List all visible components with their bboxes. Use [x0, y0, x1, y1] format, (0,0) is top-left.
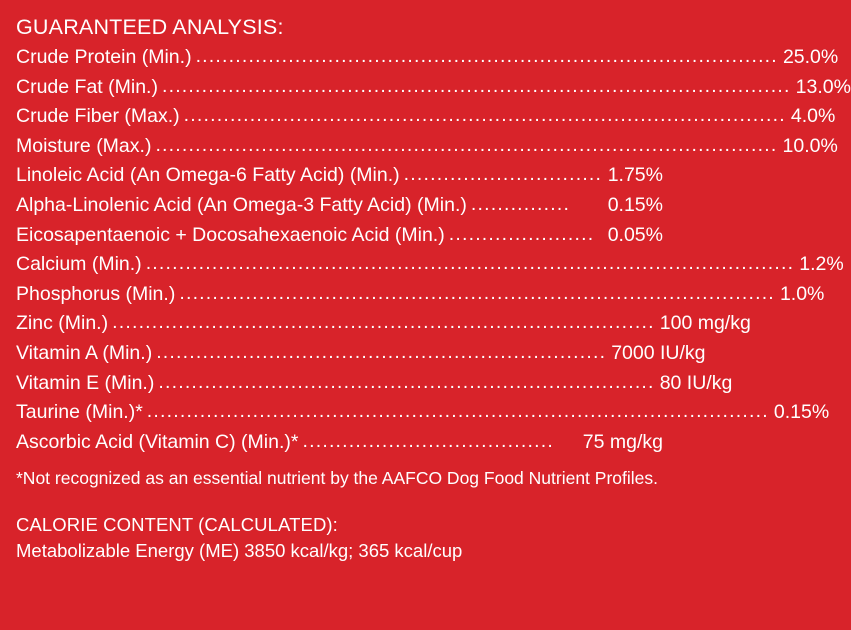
nutrient-name: Eicosapentaenoic + Docosahexaenoic Acid (Min.)	[16, 223, 445, 246]
nutrient-name: Linoleic Acid (An Omega-6 Fatty Acid) (Min.)	[16, 164, 400, 187]
leader-dots: ...............	[470, 192, 571, 215]
leader-dots: ...........................................................................	[158, 370, 655, 393]
calorie-content-text: Metabolizable Energy (ME) 3850 kcal/kg; 365 kcal/cup	[16, 540, 463, 562]
nutrient-list	[16, 43, 851, 457]
nutrient-row	[16, 250, 844, 280]
nutrient-name: Moisture (Max.)	[16, 134, 152, 157]
nutrient-row	[16, 339, 706, 369]
nutrient-row	[16, 369, 733, 399]
nutrient-name: Alpha-Linolenic Acid (An Omega-3 Fatty Acid) (Min.)	[16, 193, 467, 216]
leader-dots: ....................................................................	[156, 340, 607, 363]
leader-dots: ..........................................................................................	[179, 281, 775, 304]
nutrient-value: 100 mg/kg	[659, 312, 751, 335]
nutrient-row	[16, 191, 663, 221]
nutrient-row	[16, 309, 751, 339]
nutrient-row	[16, 221, 663, 251]
nutrient-row	[16, 132, 838, 162]
nutrient-row	[16, 428, 663, 458]
nutrient-value: 80 IU/kg	[659, 371, 733, 394]
nutrient-name: Crude Fiber (Max.)	[16, 105, 180, 128]
nutrient-name: Crude Fat (Min.)	[16, 75, 158, 98]
nutrient-row	[16, 161, 663, 191]
leader-dots: ...........................................................................................	[183, 104, 786, 127]
nutrient-row	[16, 280, 825, 310]
nutrient-value: 4.0%	[790, 105, 836, 128]
nutrient-value: 13.0%	[795, 75, 851, 98]
nutrient-name: Vitamin A (Min.)	[16, 341, 153, 364]
nutrient-value: 0.15%	[773, 401, 830, 424]
leader-dots: ..............................................................................................	[146, 400, 769, 423]
nutrient-name: Phosphorus (Min.)	[16, 282, 176, 305]
nutrient-value: 75 mg/kg	[582, 430, 663, 453]
nutrient-name: Zinc (Min.)	[16, 312, 109, 335]
nutrient-row	[16, 102, 836, 132]
calorie-content-heading: CALORIE CONTENT (CALCULATED):	[16, 514, 338, 536]
nutrient-name: Vitamin E (Min.)	[16, 371, 155, 394]
leader-dots: ...............................................................................................	[161, 74, 791, 97]
nutrient-name: Taurine (Min.)*	[16, 401, 143, 424]
leader-dots: ........................................................................................	[195, 45, 778, 67]
guaranteed-analysis-heading: GUARANTEED ANALYSIS:	[16, 15, 284, 39]
nutrient-value: 1.0%	[779, 282, 825, 305]
nutrient-name: Ascorbic Acid (Vitamin C) (Min.)*	[16, 430, 299, 453]
nutrient-value: 1.75%	[607, 164, 663, 187]
leader-dots: ..............................	[403, 163, 603, 186]
nutrient-row	[16, 398, 830, 428]
nutrient-value: 10.0%	[782, 134, 838, 157]
nutrient-value: 0.15%	[607, 193, 663, 216]
nutrient-value: 7000 IU/kg	[611, 341, 706, 364]
nutrient-name: Crude Protein (Min.)	[16, 46, 192, 68]
nutrient-row	[16, 73, 851, 103]
nutrient-value: 1.2%	[799, 253, 844, 276]
nutrient-value: 0.05%	[607, 223, 663, 246]
leader-dots: ..................................................................................	[112, 311, 655, 334]
leader-dots: ..................................................................................................	[145, 252, 795, 275]
leader-dots: ..............................................................................................	[155, 133, 778, 156]
nutrient-value: 25.0%	[782, 46, 839, 68]
nutrient-row	[16, 43, 839, 73]
nutrient-name: Calcium (Min.)	[16, 253, 142, 276]
leader-dots: ......................	[448, 222, 595, 245]
leader-dots: ......................................	[302, 429, 554, 452]
footnote: *Not recognized as an essential nutrient by the AAFCO Dog Food Nutrient Profiles.	[16, 468, 658, 489]
